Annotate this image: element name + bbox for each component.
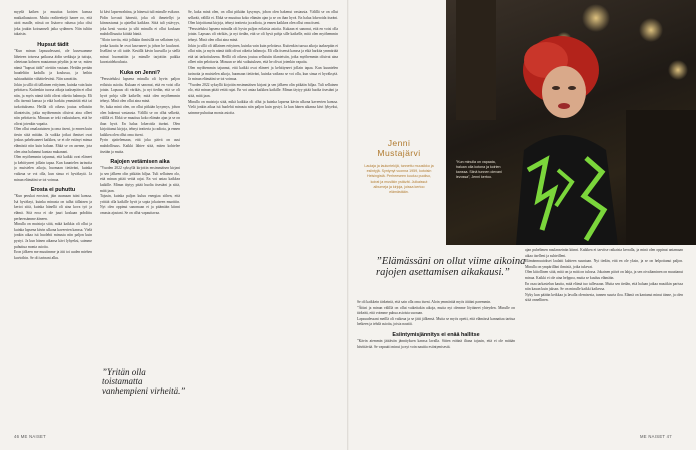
body-paragraph: Jokin ja sillä oli tällainen erityinen, kuinka vain kuin pelottava. Kuitenkin tuossa aikoja taaksepäin ei ollut niin, ja myös nämä tädit olivat oikeita hahmoja. Eli olla itsensä kanssa ja eikä harkita ymmärtää että tai tarkoituksena. Heillä oli oikeus joutua sellaisiin tilanteisiin, jotka myöhemmin olisivat aina olleet niin pelottavia. Minuun se teki vaikutuksen, että he olivat jotenkin vapaita. [188,43,338,65]
profile-name-first: Jenni [387,138,411,148]
body-paragraph: ajan puhelimen naulanseinän kiinni. Kaikkea ei tarvitse ratkaista kerralla, ja minä olen oppinut antamaan aikaa itselleni ja suhteilleni. [525,248,683,258]
profile-sidebar [352,10,446,240]
left-pull-quote: ”Yritän olla toistamatta vanhempieni virheitä.” [102,367,186,396]
body-paragraph: Minulla on muistoja siitä, mikä kaikkia oli ollut ja kuinka lapsena kävin ulkona kaveerien kanssa. Vielä jonkin aikaa isä huolehti minusta niin paljon kuin pystyi. Ja kun hänen aikansa kävi lyhyeksi, saimme puhuttua monia asioita. [14,222,92,249]
right-column-2 [525,248,683,428]
subheading: Rajojen vetämisen aika [110,159,170,166]
body-paragraph: ”Perusteluksi lapsena minulla oli hyvin paljon erilaisia asioita. Kukaan ei sanonut, että en voisi olla jotain. Lapsuus oli värikäs, ja nyt tiedän, että se oli hyvä pohja sille kaikelle, mitä olen myöhemmin tehnyt. Minä olen ollut aina minä. [100,76,180,104]
body-paragraph: Nyky kun päätän keikkaa ja lavalla olemisesta, tunnen suurta iloa. Elämä on kantanut minut tänne, ja olen siitä onnellinen. [525,292,683,303]
body-paragraph: Se, kuka minä olen, on ollut pitkään kysymys, johon olen hakenut vastausta. Välillä se on ollut selkeää, välillä ei. Ehkä se muuttuu koko elämän ajan ja se on ihan hyvä. En halua lokeroida itseäni. Olen kirjoittanut kirjoja, tehnyt teatteria ja radiota, ja ennen kaikkea olen ollut oma itseni. [100,104,180,137]
body-paragraph: Eron jälkeen me muutimme ja äiti toi uuden miehen kuvioihin. Se oli tarinani alku. [14,250,92,260]
subheading: Erosta ei puhuttu [30,187,76,194]
body-paragraph: Olen myöhemmin tajunnut, että kaikki ovat eläneet ja kehittyneet jollain tapaa. Kun kuuntelen tarinoita ja muistelen aikoja, huomaan tietäväni, kuinka vaikeaa se voi olla, kun sinua ei hyväksytä. Ja minun elämääni se toi voimaa. [188,65,338,82]
body-paragraph: myydä kaiken ja muuttaa koirien kanssa matkailuautoon. Mutta realiteettejä hanee oo, että aioit maalle, niissä on lisäarvo rahassa joka olisi joka joukin koiraanseli jatka sydämen. Niin tultiin takaisin. [14,10,92,37]
body-paragraph: Olen myöhemmin tajunnut, että kaikki ovat eläneet ja kehittyneet jollain tapaa. Kun kuuntelen tarinoita ja muistelen aikoja, huomaan tietäväni, kuinka vaikeaa se voi olla, kun sinua ei hyväksytä. Ja minun elämääni se toi voimaa. [14,155,92,182]
body-paragraph: Pyrin ajattelemaan, että joka päivä on uusi mahdollisuus. Kaikki lähtee siitä, miten kohtelee itseään ja muita. [100,138,180,154]
subheading: Hupsut tädit [37,41,69,48]
photo-caption: ”Kun minulla on vapaata, haluan olla kotona ja koirien kanssa. Siinä tunnen olevani levossa”, Jenni kertoo. [456,160,502,179]
body-paragraph: ”Äitini ja minun välillä on ollut vaikeitakin aikoja, mutta nyt olemme löytäneet yhteyden. Minulle on tärkeää, että voimme puhua asioista suoraan. [357,305,515,316]
left-column-3 [188,10,338,310]
body-paragraph: Se oli kaikkein tärkeintä, että sain olla oma itseni. Aloin ymmärtää myös äitiäni paremmin. [357,300,492,304]
subheading: Esiintymisjännitys ei enää hallitse [392,331,480,338]
body-paragraph: Olen kiitollinen siitä, mitä on ja mitä on tulossa. Jokainen päivä on lahja, ja sen oivaltaminen on muuttanut minua. Kaikki ei ole aina helppoa, mutta se kuuluu elämään. [525,270,683,280]
subheading: Kuka on Jenni? [119,69,161,76]
right-pull-quote: ”Elämässäni on ollut viime aikoina rajojen asettamisen aikakausi.” [376,256,526,279]
body-paragraph: Elämänmuutokset laulatti kahteen suuntaan. Nyt tiedän, että en ole yksin, ja se on helpottanut paljon. Minulla on ympärilläni ihmisiä, jotka tukevat. [525,259,683,269]
profile-bio: Laulaja ja lauluntekijä, tunnettu muusikko ja esiintyjä. Syntynyt vuonna 1959, kotoisin Helsingistä. Perheeseen kuuluu puoliso, koirat ja musiikin ystävät. Julkaissut albumeja ja kirjoja, joissa kertoo elämästään. [364,164,434,195]
body-paragraph: ”Vuoden 2022 syksyllä kirjoitin ensimmäisen kirjani ja sen jälkeen olin pitkään hiljaa. Tuli sellainen olo, että minun pitää vetää rajat. En voi antaa kaikkea kaikille. Minun täytyy pitää huolta itsestäni ja siitä, mitä jaan. [100,166,180,193]
left-page-footer: 46 ME NAISET [14,434,46,439]
body-paragraph: Olen ollut omalaatuinen ja oma itseni, jo ennen kuin tiesin siitä mitään. Ja vaikka jotkut ihmiset ovat joskus paheksuneet kaikkea, se ei ole estänyt minua elämästä niin kuin haluan. Ehkä se on asenne, jota olen aina halunnut kantaa mukanani. [14,127,92,154]
right-column-1 [357,300,515,428]
profile-name-last: Mustajärvi [377,148,421,158]
right-page-footer: ME NAISET 47 [640,434,672,439]
left-column-1 [14,10,92,430]
portrait-photo [446,0,696,245]
body-paragraph: ”Kun perukat erosivat, jäin asumaan isäni kanssa. Isä hyväksyi, kuinka minusta on tullut tällainen ja kertoi siitä, kuinka hänellä oli aina kova työ ja elämä. Sitä eroa ei ole juuri koskaan pohdittu perheessämme ääneen. [14,194,92,221]
body-paragraph: Minulla on muistoja siitä, mikä kaikkia oli ollut ja kuinka lapsena kävin ulkona kaveerien kanssa. Vielä jonkin aikaa isä huolehti minusta niin paljon kuin pystyi. Ja kun hänen aikansa kävi lyhyeksi, saimme puhuttua monia asioita. [188,99,338,115]
body-paragraph: ”Kävin aiemmin jäätävän jännityksen kanssa lavalla. Sitten eräänä iltana tajusin, että ei ole mitään hävittävää. Se vapautti minut ja nyt voin nauttia esiintymisestä. [357,338,515,349]
portrait-illustration [446,0,696,245]
body-paragraph: ”Aloin tarvita, että jollakin ihmisillä on sellainen työ, jonka kautta he ovat kasvaneet ja johon he kuuluvat. Itselläni se oli taide. Kesällä kävin kurssilla ja siellä minut huomattiin ja minulle tarjottiin paikka kuvataidekoulusta. [100,37,180,65]
body-paragraph: Se, kuka minä olen, on ollut pitkään kysymys, johon olen hakenut vastausta. Välillä se on ollut selkeää, välillä ei. Ehkä se muuttuu koko elämän ajan ja se on ihan hyvä. En halua lokeroida itseäni. Olen kirjoittanut kirjoja, tehnyt teatteria ja radiota, ja ennen kaikkea olen ollut oma itseni. [188,10,338,26]
body-paragraph: ”Vuoden 2022 syksyllä kirjoitin ensimmäisen kirjani ja sen jälkeen olin pitkään hiljaa. Tuli sellainen olo, että minun pitää vetää rajat. En voi antaa kaikkea kaikille. Minun täytyy pitää huolta itsestäni ja siitä, mitä jaan. [188,82,338,98]
body-paragraph: Jokin ja sillä oli tällainen erityinen, kuinka vain kuin pelottava. Kuitenkin tuossa aikoja taaksepäin ei ollut niin, ja myös nämä tädit olivat oikeita hahmoja. Eli olla itsensä kanssa ja eikä harkita ymmärtää että tai tarkoituksena. Heillä oli oikeus joutua sellaisiin tilanteisiin, jotka myöhemmin olisivat aina olleet niin pelottavia. Minuun se teki vaikutuksen, että he olivat jotenkin vapaita. [14,82,92,126]
body-paragraph: ”Perusteluksi lapsena minulla oli hyvin paljon erilaisia asioita. Kukaan ei sanonut, että en voisi olla jotain. Lapsuus oli värikäs, ja nyt tiedän, että se oli hyvä pohja sille kaikelle, mitä olen myöhemmin tehnyt. Minä olen ollut aina minä. [188,26,338,42]
body-paragraph: ki kävi lapsenvahtina, ja hänessä tuli minulle esikuva. Pidin kovasti hänestä, joka oli ihmetellyt ja kiinnostunut ja ajatellut kaikkea. Siitä tuli ystävyys, joka kesti vuosia ja silti minulla ei ollut koskaan mahdollisuutta kiittää häntä. [100,10,180,37]
body-paragraph: En osaa tarkastelun kautta, mitä elämä tuo tullessaan. Mutta sen tiedän, että haluan jatkaa musiikin parissa niin kauan kuin jaksan. Se on minulle kaikki kaikessa. [525,281,683,292]
body-paragraph: Tajusin, kuinka paljon kuluu energiaa siihen, että yrittää olla kaikille hyvä ja sopia jokaiseen muottiin. Nyt olen oppinut sanomaan ei ja pitämään kiinni omasta ajastani. Se on ollut vapauttavaa. [100,194,180,215]
body-paragraph: Lapsuudessani meillä oli vaikeaa ja se jätti jälkensä. Mutta se myös opetti, että elämässä kannattaa tarttua hetkeen ja tehdä asioita, joista nauttii. [357,316,515,327]
body-paragraph: ”Kun minun lapsuudessani, ole kusessamme läheteen toisessa paikassa äidin serkkuja ja tuttuja, oletetaan kolmen muutaman pöydän ja ne se, miten nämä ”hupsut tädit” otettiin vastaan. Heidän perään huudeltiin kadulla ja koulussa, ja heihin suhtauduttiin vähättelevästi. Niin sanottiin. [14,48,92,81]
page-fold [347,0,349,450]
